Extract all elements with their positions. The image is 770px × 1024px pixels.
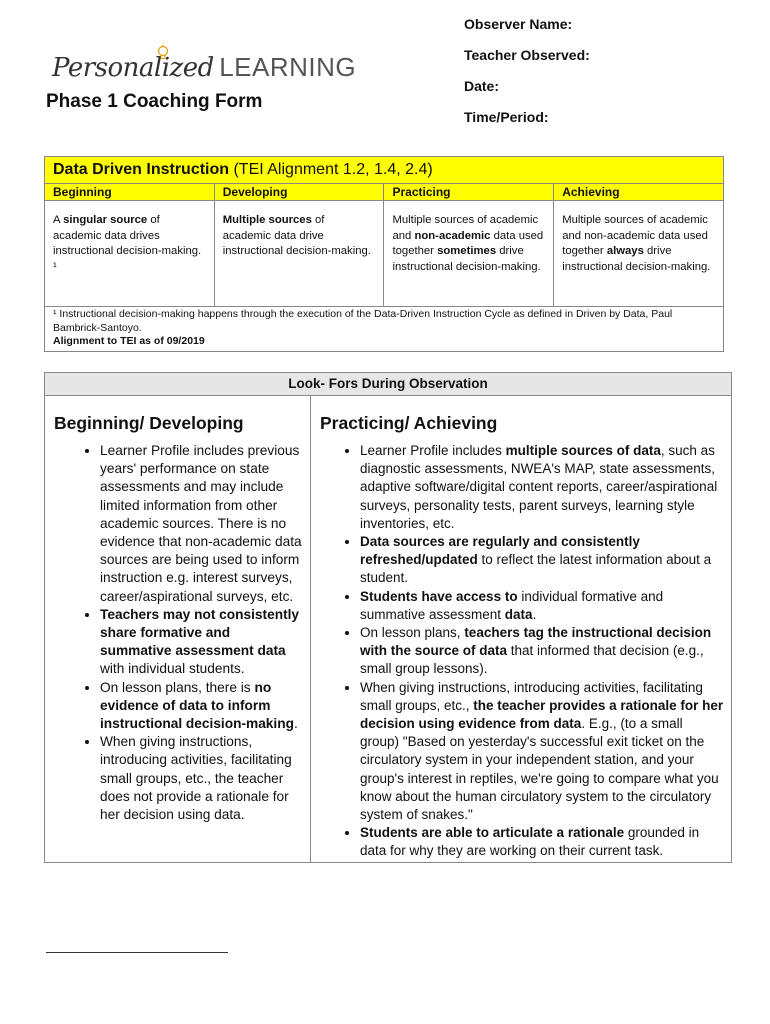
emphasis-text: Multiple sources [222, 214, 312, 226]
text-run: data used together [392, 229, 544, 257]
date-label: Date: [464, 78, 500, 94]
emphasis-text: Teachers may not consistently share formative and summative assessment data [100, 606, 300, 659]
column-header-practicing: Practicing [384, 184, 554, 201]
text-run: A [53, 214, 64, 226]
text-run: to reflect the latest information about a student. [360, 552, 712, 586]
list-item [100, 442, 303, 606]
text-run: drive instructional decision-making. [562, 245, 711, 273]
column-header-beginning: Beginning [45, 184, 215, 201]
form-title: Phase 1 Coaching Form [46, 91, 263, 112]
emphasis-text: the teacher provides a rationale for her decision using evidence from data [360, 697, 724, 732]
look-fors-header-row [45, 373, 732, 396]
ddi-title-row [45, 157, 724, 184]
cell-developing [214, 201, 384, 307]
footnote-divider [46, 952, 228, 953]
list-item [100, 679, 303, 734]
beginning-developing-heading: Beginning/ Developing [54, 413, 244, 433]
look-fors-body-row [45, 396, 732, 863]
emphasis-text: teachers tag the instructional decision with the source of data [360, 625, 712, 659]
emphasis-text: non-academic [414, 229, 491, 242]
emphasis-text: multiple sources of data [505, 443, 661, 458]
ddi-body-row [45, 201, 724, 307]
text-run: , such as diagnostic assessments, NWEA's MAP, state assessments, adaptive software/digital content reports, career/aspirational surveys, personality tests, parent surveys, learning style inventories, etc. [360, 443, 718, 531]
text-run: Learner Profile includes [360, 443, 506, 458]
ddi-footnote: ¹ Instructional decision-making happens through the execution of the Data-Driven Instruction Cycle as defined in Driven by Data, Paul Bambrick-Santoyo. [53, 308, 673, 334]
text-run: Multiple sources of academic and [392, 214, 539, 242]
emphasis-text: Students have access to [360, 588, 518, 604]
teacher-observed-label: Teacher Observed: [464, 47, 590, 63]
practicing-achieving-list [312, 442, 730, 861]
look-fors-table [44, 372, 732, 863]
practicing-achieving-heading: Practicing/ Achieving [320, 413, 498, 433]
text-run: . [532, 606, 537, 622]
text-run: Multiple sources of academic and non-academic data used together [562, 214, 708, 257]
ddi-title [45, 157, 724, 184]
list-item [360, 442, 724, 533]
emphasis-text: sometimes [437, 245, 497, 257]
emphasis-text: Students are able to articulate a rationale [360, 825, 625, 841]
ddi-title-bold: Data Driven Instruction [53, 161, 230, 178]
list-item [100, 733, 303, 824]
list-item [360, 533, 724, 588]
logo [52, 52, 356, 92]
text-run: of academic data drives instructional decision-making. ¹ [53, 214, 202, 273]
text-run: that informed that decision (e.g., small group lessons). [360, 643, 704, 677]
observer-name-label: Observer Name: [464, 16, 573, 32]
ddi-footnote-cell [45, 307, 724, 352]
text-run: Learner Profile includes previous years' performance on state assessments and may include limited information from other academic sources. There is no evidence that non-academic data sources are being used to inform instruction e.g. interest surveys, career/aspirational surveys, etc. [100, 443, 302, 604]
logo-script: Personalized [52, 53, 214, 83]
time-period-label: Time/Period: [464, 109, 549, 125]
look-fors-title: Look- Fors During Observation [45, 373, 732, 396]
observer-fields [464, 14, 590, 138]
cell-practicing [384, 201, 554, 307]
logo-word: LEARNING [219, 52, 357, 82]
practicing-achieving-column [311, 396, 732, 863]
cell-beginning [45, 201, 215, 307]
text-run: of academic data drive instructional decision-making. [222, 214, 371, 257]
text-run: When giving instructions, introducing activities, facilitating small groups, etc., the teacher does not provide a rationale for her decision using data. [100, 734, 292, 823]
emphasis-text: singular source [63, 214, 148, 226]
list-item [360, 679, 724, 825]
emphasis-text: always [606, 245, 644, 257]
beginning-developing-column [45, 396, 311, 863]
column-header-achieving: Achieving [554, 184, 724, 201]
text-run: On lesson plans, [360, 625, 465, 641]
text-run: On lesson plans, there is [100, 679, 255, 695]
alignment-note: Alignment to TEI as of 09/2019 [53, 335, 205, 347]
emphasis-text: no evidence of data to inform instructional decision-making [100, 679, 294, 732]
list-item [360, 624, 724, 679]
text-run: When giving instructions, introducing activities, facilitating small groups, etc., [360, 679, 703, 713]
ddi-footnote-row [45, 307, 724, 352]
text-run: grounded in data for why they are working on their current task. [360, 825, 700, 859]
ddi-header-row [45, 184, 724, 201]
cell-achieving [554, 201, 724, 307]
emphasis-text: Data sources are regularly and consistently refreshed/updated [360, 534, 640, 568]
list-item [360, 824, 724, 860]
text-run: . [293, 716, 298, 732]
text-run: . E.g., (to a small group) "Based on yesterday's successful exit ticket on the circulatory system in your independent station, and your group's interest in reptiles, we're going to compare what you know about the human circulatory system to the circulatory system of snakes." [360, 716, 719, 823]
list-item [360, 588, 724, 624]
emphasis-text: data [504, 606, 533, 622]
ddi-rubric-table [44, 156, 724, 352]
ddi-title-alignment: (TEI Alignment 1.2, 1.4, 2.4) [229, 161, 433, 178]
text-run: drive instructional decision-making. [392, 245, 541, 273]
text-run: individual formative and summative assessment [360, 588, 664, 622]
beginning-developing-list [46, 442, 309, 824]
text-run: with individual students. [100, 661, 245, 677]
lightbulb-icon [214, 75, 215, 76]
column-header-developing: Developing [214, 184, 384, 201]
list-item [100, 606, 303, 679]
